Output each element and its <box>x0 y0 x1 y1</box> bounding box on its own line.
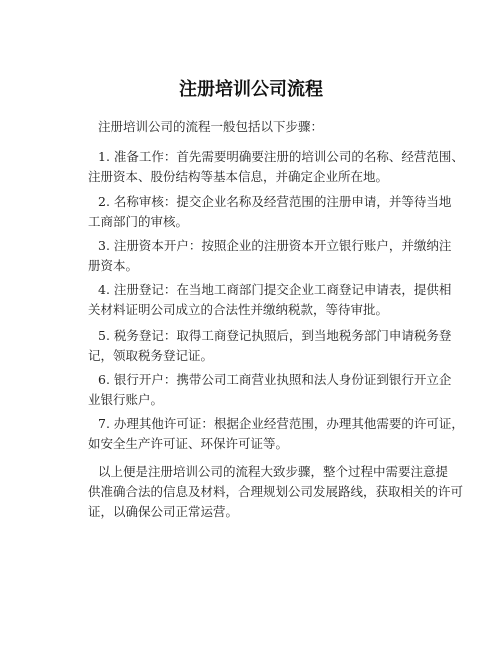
step-2-line-2: 工商部门的审核。 <box>88 214 189 229</box>
step-6-paragraph <box>88 370 451 410</box>
step-7-line-1: 7. 办理其他许可证：根据企业经营范围，办理其他需要的许可证， <box>98 416 464 431</box>
conclusion-paragraph <box>88 462 463 522</box>
conclusion-line-3: 证，以确保公司正常运营。 <box>88 504 239 519</box>
step-3-line-1: 3. 注册资本开户：按照企业的注册资本开立银行账户，并缴纳注 <box>98 238 452 253</box>
step-7-line-2: 如安全生产许可证、环保许可证等。 <box>88 436 289 451</box>
step-5-paragraph <box>88 326 451 366</box>
step-5-line-1: 5. 税务登记：取得工商登记执照后，到当地税务部门申请税务登 <box>98 328 452 343</box>
conclusion-line-2: 供准确合法的信息及材料，合理规划公司发展路线，获取相关的许可 <box>88 484 464 499</box>
step-1-paragraph <box>88 147 464 187</box>
step-6-line-2: 业银行账户。 <box>88 392 164 407</box>
step-4-paragraph <box>88 280 451 320</box>
step-2-paragraph <box>88 192 451 232</box>
step-3-paragraph <box>88 236 451 276</box>
step-5-line-2: 记，领取税务登记证。 <box>88 348 214 363</box>
step-1-line-1: 1. 准备工作：首先需要明确要注册的培训公司的名称、经营范围、 <box>98 149 464 164</box>
step-1-line-2: 注册资本、股份结构等基本信息，并确定企业所在地。 <box>88 169 389 184</box>
page-title: 注册培训公司流程 <box>179 79 323 100</box>
intro-text: 注册培训公司的流程一般包括以下步骤： <box>98 119 324 134</box>
step-4-line-1: 4. 注册登记：在当地工商部门提交企业工商登记申请表，提供相 <box>98 282 452 297</box>
intro-paragraph <box>98 117 323 137</box>
step-2-line-1: 2. 名称审核：提交企业名称及经营范围的注册申请，并等待当地 <box>98 194 452 209</box>
conclusion-line-1: 以上便是注册培训公司的流程大致步骤，整个过程中需要注意提 <box>98 464 449 479</box>
step-6-line-1: 6. 银行开户：携带公司工商营业执照和法人身份证到银行开立企 <box>98 372 452 387</box>
step-3-line-2: 册资本。 <box>88 258 139 273</box>
step-7-paragraph <box>88 414 464 454</box>
step-4-line-2: 关材料证明公司成立的合法性并缴纳税款，等待审批。 <box>88 302 389 317</box>
